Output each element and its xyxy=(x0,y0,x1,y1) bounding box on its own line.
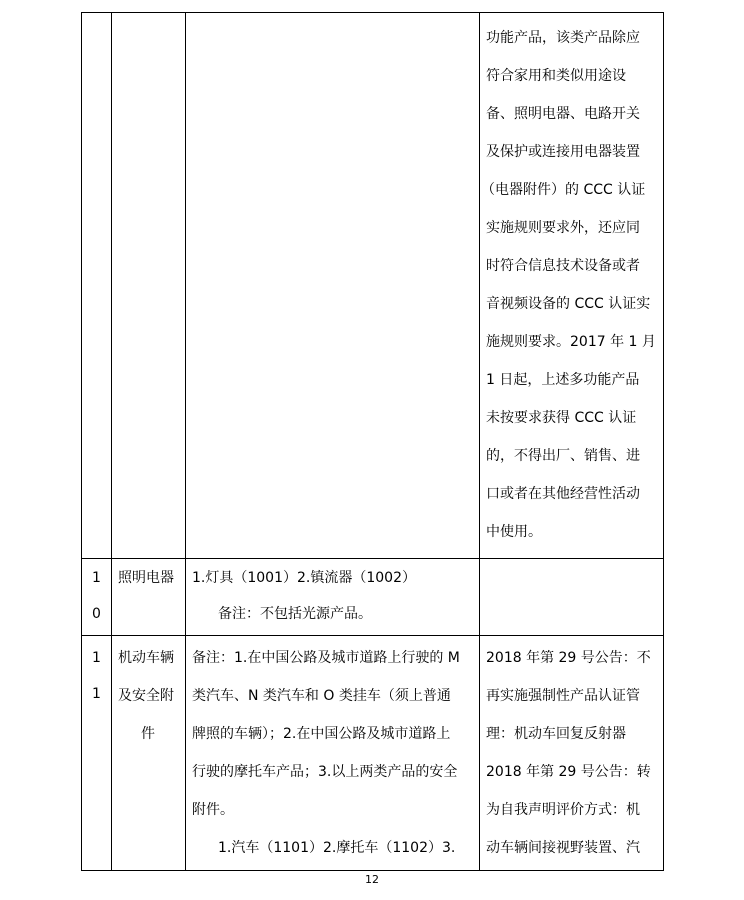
note-line: 为自我声明评价方式：机 xyxy=(486,802,640,818)
row-number: 1 xyxy=(92,650,101,666)
table-bottom-border xyxy=(81,870,664,871)
note-line: 符合家用和类似用途设 xyxy=(486,68,626,84)
note-line: 口或者在其他经营性活动 xyxy=(486,486,640,502)
product-line: 行驶的摩托车产品；3.以上两类产品的安全 xyxy=(192,764,458,780)
note-line: 及保护或连接用电器装置 xyxy=(486,144,640,160)
note-line: 理：机动车回复反射器 xyxy=(486,726,626,742)
note-line: 施规则要求。2017 年 1 月 xyxy=(486,334,656,350)
product-line: 备注：1.在中国公路及城市道路上行驶的 M xyxy=(192,650,460,666)
note-line: 再实施强制性产品认证管 xyxy=(486,688,640,704)
note-line: 的，不得出厂、销售、进 xyxy=(486,448,640,464)
column-border xyxy=(111,12,112,871)
note-line: 未按要求获得 CCC 认证 xyxy=(486,410,637,426)
note-line: （电器附件）的 CCC 认证 xyxy=(481,182,646,198)
row-divider xyxy=(81,635,664,636)
category-line: 机动车辆 xyxy=(118,650,174,666)
column-border xyxy=(185,12,186,871)
category-line: 及安全附 xyxy=(118,688,174,704)
row-number: 0 xyxy=(92,606,101,622)
product-line: 1.汽车（1101）2.摩托车（1102）3. xyxy=(218,840,456,856)
note-line: 2018 年第 29 号公告：不 xyxy=(486,650,651,666)
product-line: 牌照的车辆）；2.在中国公路及城市道路上 xyxy=(192,726,451,742)
column-border xyxy=(81,12,82,871)
note-line: 音视频设备的 CCC 认证实 xyxy=(486,296,651,312)
note-line: 备、照明电器、电路开关 xyxy=(486,106,640,122)
product-line: 附件。 xyxy=(192,802,234,818)
note-line: 动车辆间接视野装置、汽 xyxy=(486,840,640,856)
product-line: 类汽车、N 类汽车和 O 类挂车（须上普通 xyxy=(192,688,451,704)
note-line: 功能产品，该类产品除应 xyxy=(486,30,640,46)
note-line: 1 日起，上述多功能产品 xyxy=(486,372,640,388)
row-divider xyxy=(81,558,664,559)
note-line: 2018 年第 29 号公告：转 xyxy=(486,764,651,780)
note-line: 实施规则要求外，还应同 xyxy=(486,220,640,236)
row-number: 1 xyxy=(92,570,101,586)
column-border xyxy=(479,12,480,871)
page-number: 12 xyxy=(365,873,379,886)
remark-line: 备注：不包括光源产品。 xyxy=(218,606,372,622)
column-border xyxy=(663,12,664,871)
table-top-border xyxy=(81,12,664,13)
note-line: 时符合信息技术设备或者 xyxy=(486,258,640,274)
note-line: 中使用。 xyxy=(486,524,542,540)
category-cell: 照明电器 xyxy=(118,570,174,586)
category-line: 件 xyxy=(141,726,155,742)
row-number: 1 xyxy=(92,686,101,702)
product-line: 1.灯具（1001）2.镇流器（1002） xyxy=(192,570,416,586)
